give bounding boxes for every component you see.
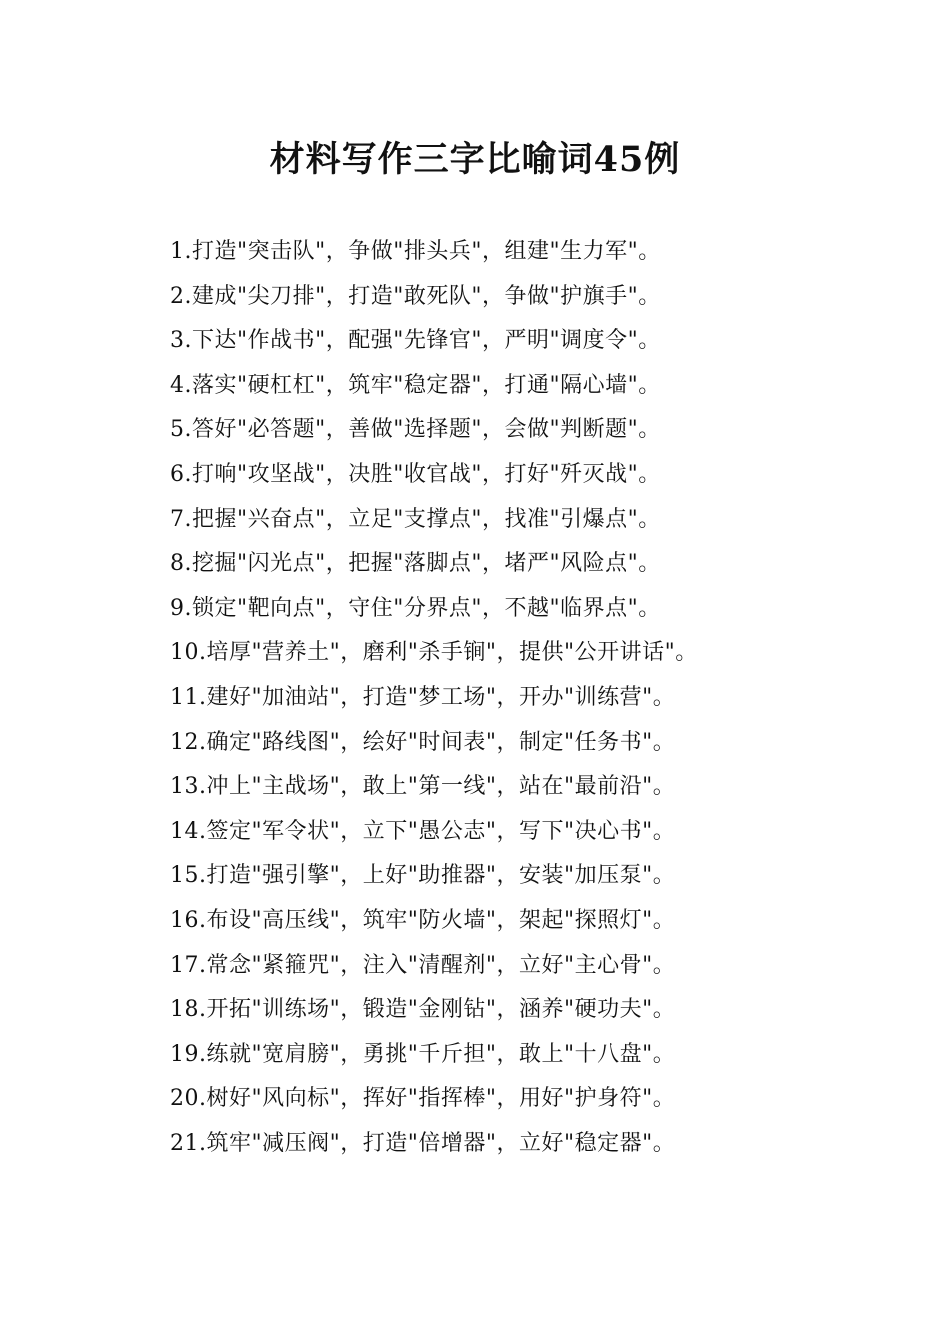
list-item: 18.开拓"训练场"，锻造"金刚钻"，涵养"硬功夫"。 [170, 997, 676, 1023]
list-item: 1.打造"突击队"，争做"排头兵"，组建"生力军"。 [170, 239, 661, 264]
list-item: 20.树好"风向标"，挥好"指挥棒"，用好"护身符"。 [170, 1086, 676, 1112]
list-item: 7.把握"兴奋点"，立足"支撑点"，找准"引爆点"。 [170, 506, 661, 532]
metaphor-list [170, 230, 940, 1166]
list-item: 14.签定"军令状"，立下"愚公志"，写下"决心书"。 [170, 818, 676, 844]
list-item: 9.锁定"靶向点"，守住"分界点"，不越"临界点"。 [170, 595, 661, 621]
page-title: 材料写作三字比喻词45例 [269, 139, 681, 180]
list-item: 19.练就"宽肩膀"，勇挑"千斤担"，敢上"十八盘"。 [170, 1041, 676, 1067]
list-item: 4.落实"硬杠杠"，筑牢"稳定器"，打通"隔心墙"。 [170, 372, 661, 398]
list-item: 17.常念"紧箍咒"，注入"清醒剂"，立好"主心骨"。 [170, 952, 676, 978]
list-item: 16.布设"高压线"，筑牢"防火墙"，架起"探照灯"。 [170, 907, 676, 933]
list-item: 6.打响"攻坚战"，决胜"收官战"，打好"歼灭战"。 [170, 461, 661, 487]
list-item: 2.建成"尖刀排"，打造"敢死队"，争做"护旗手"。 [170, 283, 661, 309]
list-item: 13.冲上"主战场"，敢上"第一线"，站在"最前沿"。 [170, 774, 676, 800]
list-item: 21.筑牢"减压阀"，打造"倍增器"，立好"稳定器"。 [170, 1130, 676, 1156]
list-item: 3.下达"作战书"，配强"先锋官"，严明"调度令"。 [170, 328, 661, 354]
list-item: 15.打造"强引擎"，上好"助推器"，安装"加压泵"。 [170, 863, 676, 889]
list-item: 8.挖掘"闪光点"，把握"落脚点"，堵严"风险点"。 [170, 551, 661, 577]
list-item: 12.确定"路线图"，绘好"时间表"，制定"任务书"。 [170, 729, 676, 755]
list-item: 5.答好"必答题"，善做"选择题"，会做"判断题"。 [170, 417, 661, 443]
list-item: 10.培厚"营养土"，磨利"杀手锏"，提供"公开讲话"。 [170, 640, 698, 666]
list-item: 11.建好"加油站"，打造"梦工场"，开办"训练营"。 [170, 684, 676, 710]
